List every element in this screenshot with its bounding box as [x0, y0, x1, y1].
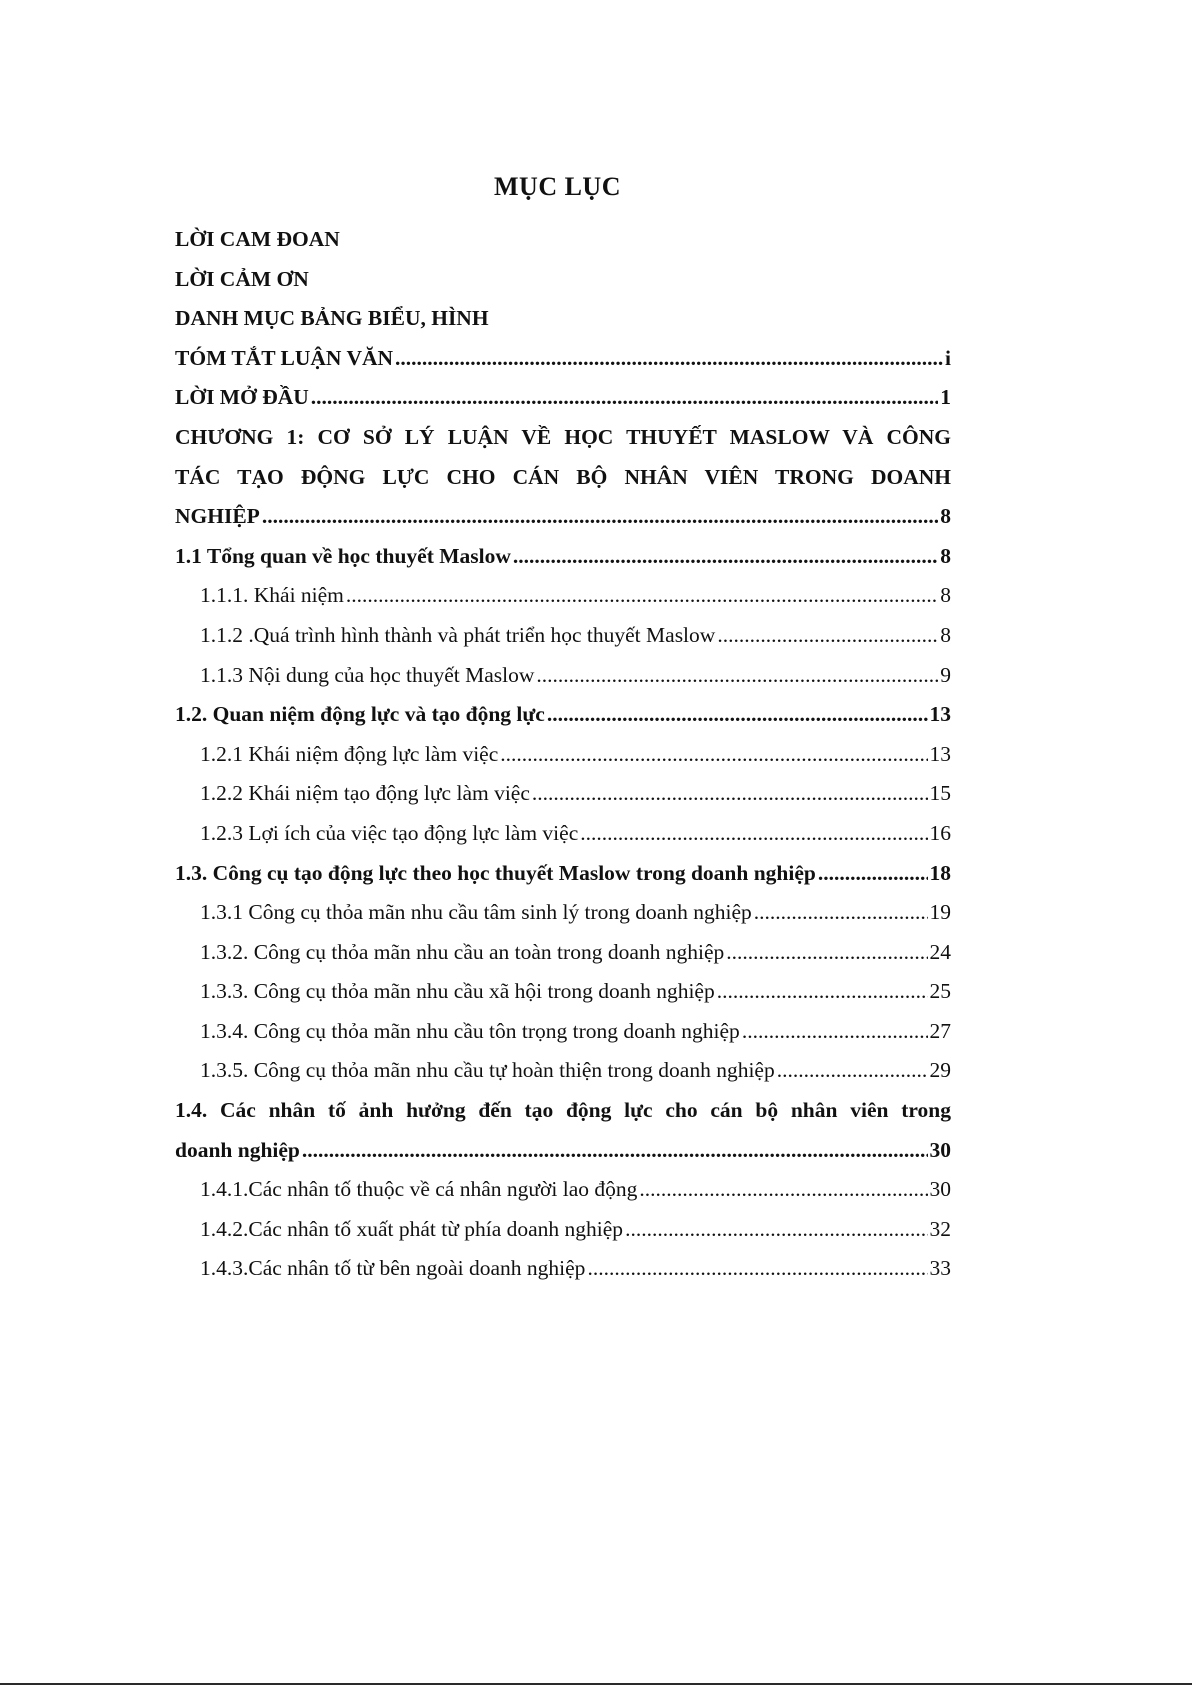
- toc-dot-leader: [513, 537, 938, 577]
- toc-dot-leader: [587, 1249, 927, 1289]
- toc-entry-text: LỜI MỞ ĐẦU: [175, 385, 309, 410]
- toc-entry-text: 1.3. Công cụ tạo động lực theo học thuyết Maslow trong doanh nghiệp: [175, 860, 816, 885]
- toc-dot-leader: [742, 1012, 928, 1052]
- toc-entry: [175, 616, 951, 656]
- toc-entry-text: 1.3.2. Công cụ thỏa mãn nhu cầu an toàn trong doanh nghiệp: [200, 939, 725, 964]
- toc-entry-text: doanh nghiệp: [175, 1137, 300, 1162]
- toc-page-number: 8: [940, 504, 951, 529]
- toc-dot-leader: [754, 893, 928, 933]
- toc-entry-text: 1.3.1 Công cụ thỏa mãn nhu cầu tâm sinh lý trong doanh nghiệp: [200, 900, 752, 925]
- toc-dot-leader: [547, 695, 928, 735]
- toc-page-number: 19: [929, 900, 951, 925]
- toc-dot-leader: [500, 735, 927, 775]
- toc-entry: [175, 299, 951, 339]
- toc-dot-leader: [302, 1131, 928, 1171]
- toc-entry: [175, 774, 951, 814]
- toc-entry: [175, 933, 951, 973]
- toc-entry: [175, 656, 951, 696]
- toc-entry: [175, 1012, 951, 1052]
- toc-entry-text: 1.2.1 Khái niệm động lực làm việc: [200, 741, 499, 766]
- toc-dot-leader: [818, 854, 928, 894]
- toc-dot-leader: [777, 1051, 928, 1091]
- toc-entry-text: 1.3.3. Công cụ thỏa mãn nhu cầu xã hội trong doanh nghiệp: [200, 979, 715, 1004]
- toc-entry: [175, 220, 951, 260]
- toc-dot-leader: [395, 339, 943, 379]
- toc-entry: 1.4. Các nhân tố ảnh hưởng đến tạo động lực cho cán bộ nhân viên trong: [175, 1098, 951, 1123]
- toc-entry-text: 1.2. Quan niệm động lực và tạo động lực: [175, 702, 545, 727]
- toc-dot-leader: [726, 933, 927, 973]
- toc-entry: [175, 339, 951, 379]
- toc-page-number: 1: [940, 385, 951, 410]
- toc-entry: TÁC TẠO ĐỘNG LỰC CHO CÁN BỘ NHÂN VIÊN TRONG DOANH: [175, 464, 951, 489]
- toc-page-number: 24: [929, 939, 951, 964]
- toc-dot-leader: [580, 814, 927, 854]
- toc-page-number: 9: [940, 662, 951, 687]
- toc-entry: [175, 378, 951, 418]
- toc-entry-text: 1.1.3 Nội dung của học thuyết Maslow: [200, 662, 535, 687]
- toc-entry-text: 1.2.2 Khái niệm tạo động lực làm việc: [200, 781, 530, 806]
- toc-dot-leader: [536, 656, 938, 696]
- toc-entry-text: 1.4.2.Các nhân tố xuất phát từ phía doanh nghiệp: [200, 1216, 624, 1241]
- toc-entry: [175, 1249, 951, 1289]
- toc-dot-leader: [346, 576, 938, 616]
- toc-page-number: 8: [940, 543, 951, 568]
- table-of-contents: [175, 220, 951, 1289]
- toc-entry: [175, 972, 951, 1012]
- toc-entry: [175, 576, 951, 616]
- toc-page-number: 27: [929, 1018, 951, 1043]
- toc-page-number: 25: [929, 979, 951, 1004]
- toc-entry: [175, 735, 951, 775]
- toc-entry: [175, 497, 951, 537]
- toc-page-number: 30: [929, 1137, 951, 1162]
- toc-entry: [175, 854, 951, 894]
- toc-page-number: 32: [929, 1216, 951, 1241]
- toc-entry-text: 1.2.3 Lợi ích của việc tạo động lực làm việc: [200, 820, 579, 845]
- toc-entry-text: LỜI CẢM ƠN: [175, 266, 309, 291]
- toc-page-number: 15: [929, 781, 951, 806]
- toc-entry-text: DANH MỤC BẢNG BIỂU, HÌNH: [175, 306, 489, 331]
- toc-page-number: 13: [929, 702, 951, 727]
- toc-entry: [175, 893, 951, 933]
- toc-dot-leader: [717, 972, 928, 1012]
- toc-dot-leader: [717, 616, 938, 656]
- toc-page-number: 8: [940, 622, 951, 647]
- toc-page-number: 13: [929, 741, 951, 766]
- toc-entry: [175, 695, 951, 735]
- toc-entry: [175, 1170, 951, 1210]
- toc-entry: [175, 1131, 951, 1171]
- toc-entry-text: LỜI CAM ĐOAN: [175, 227, 340, 251]
- toc-entry: [175, 1051, 951, 1091]
- toc-page-number: 16: [929, 820, 951, 845]
- toc-entry: CHƯƠNG 1: CƠ SỞ LÝ LUẬN VỀ HỌC THUYẾT MASLOW VÀ CÔNG: [175, 424, 951, 449]
- toc-entry: [175, 1210, 951, 1250]
- toc-page-number: 30: [929, 1177, 951, 1202]
- toc-entry-text: NGHIỆP: [175, 504, 260, 529]
- toc-entry: [175, 814, 951, 854]
- toc-dot-leader: [532, 774, 928, 814]
- toc-dot-leader: [311, 378, 938, 418]
- toc-page-number: 29: [929, 1058, 951, 1083]
- toc-entry-text: 1.3.5. Công cụ thỏa mãn nhu cầu tự hoàn thiện trong doanh nghiệp: [200, 1058, 775, 1083]
- toc-entry-text: 1.1.2 .Quá trình hình thành và phát triển học thuyết Maslow: [200, 622, 716, 647]
- toc-entry-text: TÓM TẮT LUẬN VĂN: [175, 345, 394, 370]
- toc-page-number: 18: [929, 860, 951, 885]
- toc-dot-leader: [625, 1210, 927, 1250]
- toc-page-number: 33: [929, 1256, 951, 1281]
- toc-dot-leader: [639, 1170, 927, 1210]
- toc-entry-text: 1.1.1. Khái niệm: [200, 583, 344, 608]
- toc-title: MỤC LỤC: [494, 172, 621, 201]
- toc-entry-text: 1.4.3.Các nhân tố từ bên ngoài doanh nghiệp: [200, 1256, 586, 1281]
- toc-entry: [175, 260, 951, 300]
- toc-entry-text: 1.3.4. Công cụ thỏa mãn nhu cầu tôn trọng trong doanh nghiệp: [200, 1018, 740, 1043]
- toc-dot-leader: [262, 497, 938, 537]
- toc-page-number: i: [945, 345, 951, 370]
- toc-entry: [175, 537, 951, 577]
- toc-entry-text: 1.1 Tổng quan về học thuyết Maslow: [175, 543, 511, 568]
- toc-entry-text: 1.4.1.Các nhân tố thuộc về cá nhân người lao động: [200, 1177, 638, 1202]
- toc-page-number: 8: [940, 583, 951, 608]
